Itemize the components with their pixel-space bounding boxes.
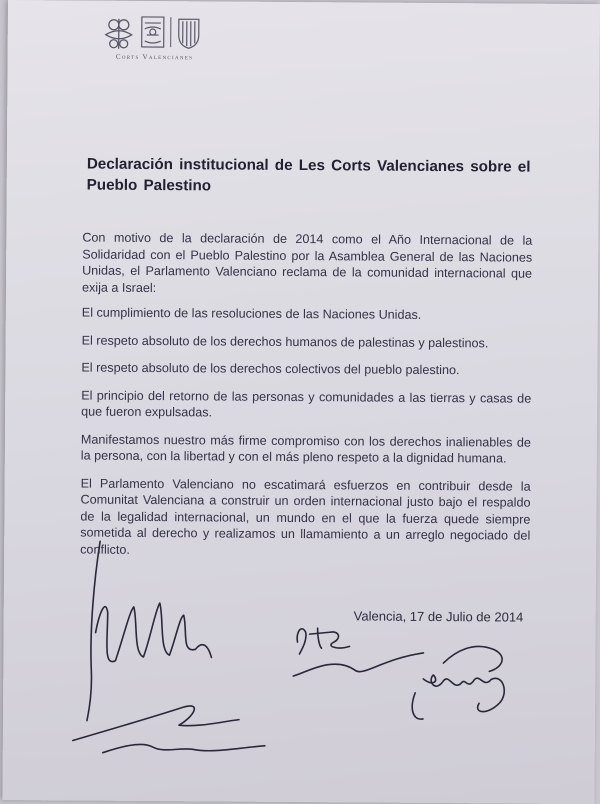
- signature-1: [87, 541, 100, 721]
- logo-caption: Corts Valencianes: [100, 53, 210, 62]
- declaration-body: [80, 230, 532, 572]
- paragraph: El cumplimiento de las resoluciones de las Naciones Unidas.: [82, 305, 532, 325]
- page-title: Declaración institucional de Les Corts Valencianes sobre el Pueblo Palestino: [87, 154, 537, 199]
- document-page: [2, 0, 600, 804]
- signature-3: [73, 705, 265, 754]
- paragraph: El principio del retorno de las personas y comunidades a las tierras y casas de que fueron expulsadas.: [81, 387, 531, 423]
- signature-2: [95, 603, 211, 663]
- paragraph: El respeto absoluto de los derechos colectivos del pueblo palestino.: [81, 360, 531, 380]
- paragraph: Manifestamos nuestro más firme compromiso con los derechos inalienables de la persona, con la libertad y con el más pleno respeto a la dignidad humana.: [81, 431, 531, 467]
- letterhead: [100, 13, 210, 66]
- signing-date: Valencia, 17 de Julio de 2014: [354, 608, 524, 624]
- paragraph: El respeto absoluto de los derechos humanos de palestinas y palestinos.: [82, 332, 532, 352]
- corts-valencianes-logo: [100, 13, 210, 54]
- signatures: [2, 540, 600, 804]
- signature-4: [293, 628, 423, 677]
- paragraph: Con motivo de la declaración de 2014 como el Año Internacional de la Solidaridad con el Pueblo Palestino por la Asamblea General de las Naciones Unidas, el Parlamento Valenciano reclama de la comunidad internacional que exija a Israel:: [82, 230, 532, 299]
- signature-5: [412, 646, 504, 720]
- paragraph: El Parlamento Valenciano no escatimará esfuerzos en contribuir desde la Comunitat Valenciana a construir un orden internacional justo bajo el respaldo de la legalidad internacional, un mundo en el que la fuerza quede siempre sometida al derecho y realizamos un llamamiento a un arreglo negociado del conflicto.: [80, 475, 531, 561]
